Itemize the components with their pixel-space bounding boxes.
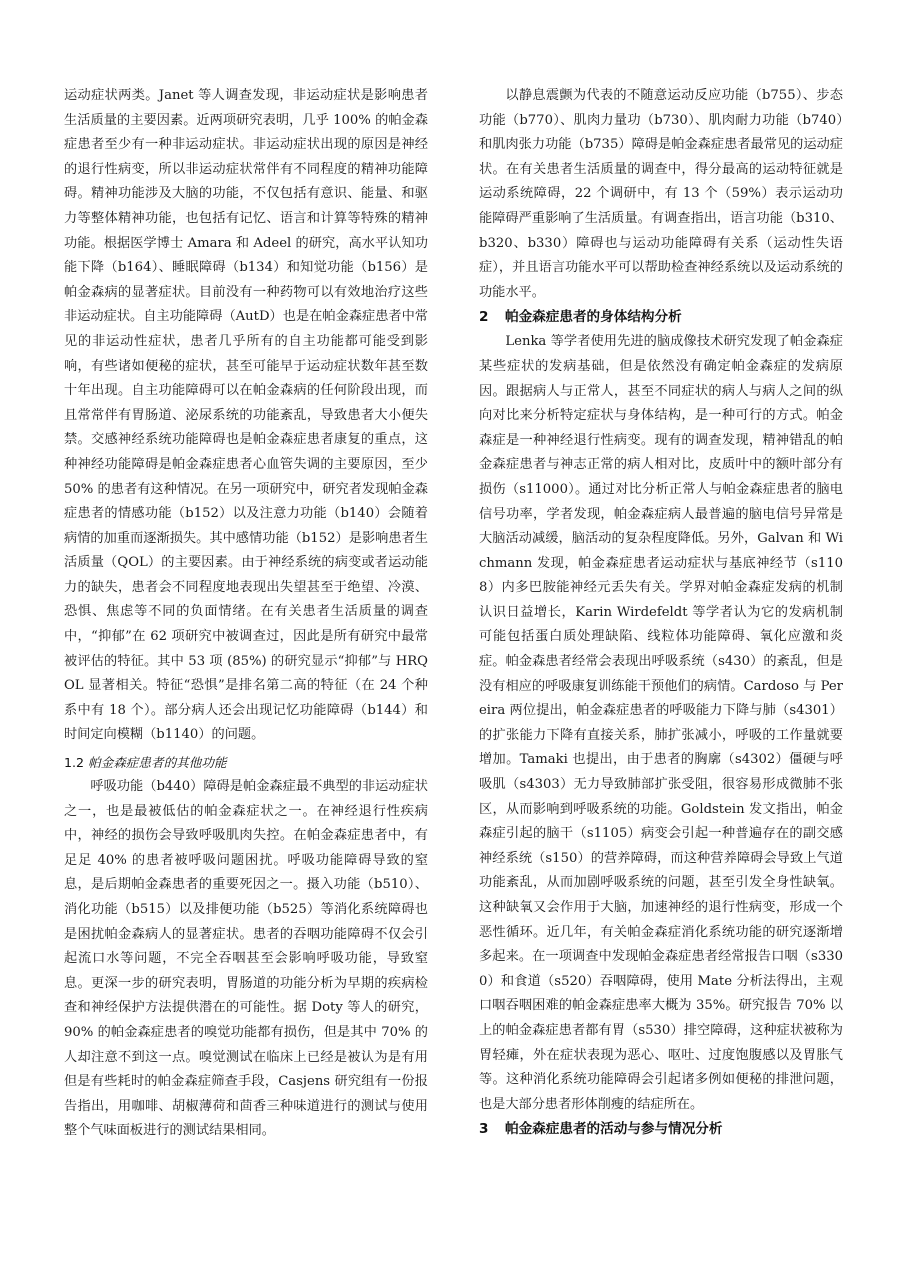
section-heading bbox=[479, 1117, 843, 1142]
body-paragraph: 以静息震颤为代表的不随意运动反应功能（b755）、步态功能（b770）、肌肉力量功（b730）、肌肉耐力功能（b740）和肌肉张力功能（b735）障碍是帕金森症患者最常见的运动症状。在有关患者生活质量的调查中，得分最高的运动特征就是运动系统障碍，22 个调研中，有 13 个（59%）表示运动功能障碍严重影响了生活质量。有调查指出，语言功能（b310、b320、b330）障碍也与运动功能障碍有关系（运动性失语症），并且语言功能水平可以帮助检查神经系统以及运动系统的功能水平。 bbox=[479, 88, 843, 300]
body-paragraph: 呼吸功能（b440）障碍是帕金森症最不典型的非运动症状之一，也是最被低估的帕金森症状之一。在神经退行性疾病中，神经的损伤会导致呼吸肌肉失控。在帕金森症患者中，有足足 40% 的患者被呼吸问题困扰。呼吸功能障碍导致的窒息，是后期帕金森患者的重要死因之一。摄入功能（b510）、消化功能（b515）以及排便功能（b525）等消化系统障碍也是困扰帕金森病人的显著症状。患者的吞咽功能障碍不仅会引起流口水等问题，不完全吞咽甚至会影响呼吸功能，导致窒息。更深一步的研究表明，胃肠道的功能分析为早期的疾病检查和神经保护方法提供潜在的可能性。据 Doty 等人的研究，90% 的帕金森症患者的嗅觉功能都有损伤，但是其中 70% 的人却注意不到这一点。嗅觉测试在临床上已经是被认为是有用但是有些耗时的帕金森症筛查手段，Casjens 研究组有一份报告指出，用咖啡、胡椒薄荷和茴香三种味道进行的测试与使用整个气味面板进行的测试结果相同。 bbox=[64, 779, 428, 1139]
subsection-title: 帕金森症患者的其他功能 bbox=[88, 755, 227, 771]
section-title: 帕金森症患者的活动与参与情况分析 bbox=[505, 1121, 723, 1138]
body-paragraph: 运动症状两类。Janet 等人调查发现，非运动症状是影响患者生活质量的主要因素。近两项研究表明，几乎 100% 的帕金森症患者至少有一种非运动症状。非运动症状出现的原因是神经的退行性病变，所以非运动症状常伴有不同程度的精神功能障碍。精神功能涉及大脑的功能，不仅包括有意识、能量、和驱力等整体精神功能，也包括有记忆、语言和计算等特殊的精神功能。根据医学博士 Amara 和 Adeel 的研究，高水平认知功能下降（b164）、睡眠障碍（b134）和知觉功能（b156）是帕金森病的显著症状。目前没有一种药物可以有效地治疗这些非运动症状。自主功能障碍（AutD）也是在帕金森症患者中常见的非运动性症状，患者几乎所有的自主功能都可能受到影响，有些诸如便秘的症状，甚至可能早于运动症状数年甚至数十年出现。自主功能障碍可以在帕金森病的任何阶段出现，而且常常伴有胃肠道、泌尿系统的功能紊乱，导致患者大小便失禁。交感神经系统功能障碍也是帕金森症患者康复的重点，这种神经功能障碍是帕金森症患者心血管失调的主要原因，至少 50% 的患者有这种情况。在另一项研究中，研究者发现帕金森症患者的情感功能（b152）以及注意力功能（b140）会随着病情的加重而逐渐损失。其中感情功能（b152）是影响患者生活质量（QOL）的主要因素。由于神经系统的病变或者运动能力的缺失，患者会不同程度地表现出失望甚至于绝望、冷漠、恐惧、焦虑等不同的负面情绪。在有关患者生活质量的调查中，“抑郁”在 62 项研究中被调查过，因此是所有研究中最常被评估的特征。其中 53 项 (85%) 的研究显示“抑郁”与 HRQOL 显著相关。特征“恐惧”是排名第二高的特征（在 24 个种系中有 18 个）。部分病人还会出现记忆功能障碍（b144）和时间定向模糊（b1140）的问题。 bbox=[64, 88, 428, 743]
section-number: 3 bbox=[479, 1121, 489, 1138]
subsection-number: 1.2 bbox=[64, 755, 85, 771]
subsection-heading bbox=[64, 750, 428, 775]
left-column bbox=[64, 84, 428, 1144]
section-number: 2 bbox=[479, 309, 489, 326]
section-heading bbox=[479, 305, 843, 330]
section-title: 帕金森症患者的身体结构分析 bbox=[505, 309, 682, 326]
body-paragraph: Lenka 等学者使用先进的脑成像技术研究发现了帕金森症某些症状的发病基础，但是依然没有确定帕金森症的发病原因。跟据病人与正常人，甚至不同症状的病人与病人之间的纵向对比来分析特定症状与身体结构，是一种可行的方式。帕金森症是一种神经退行性病变。现有的调查发现，精神错乱的帕金森症患者与神志正常的病人相对比，皮质叶中的额叶部分有损伤（s11000）。通过对比分析正常人与帕金森症患者的脑电信号功率，学者发现，帕金森症病人最普遍的脑电信号异常是大脑活动减缓，脑活动的复杂程度降低。另外，Galvan 和 Wichmann 发现，帕金森症患者运动症状与基底神经节（s1108）内多巴胺能神经元丢失有关。学界对帕金森症发病的机制认识日益增长，Karin Wirdefeldt 等学者认为它的发病机制可能包括蛋白质处理缺陷、线粒体功能障碍、氧化应激和炎症。帕金森患者经常会表现出呼吸系统（s430）的紊乱，但是没有相应的呼吸康复训练能干预他们的病情。Cardoso 与 Pereira 两位提出，帕金森症患者的呼吸能力下降与肺（s4301）的扩张能力下降有直接关系，肺扩张减小，呼吸的工作量就要增加。Tamaki 也提出，由于患者的胸廓（s4302）僵硬与呼吸肌（s4303）无力导致肺部扩张受阻，很容易形成微肺不张区，从而影响到呼吸系统的功能。Goldstein 发文指出，帕金森症引起的脑干（s1105）病变会引起一种普遍存在的副交感神经系统（s150）的营养障碍，而这种营养障碍会导致上气道功能紊乱，从而加剧呼吸系统的问题，甚至引发全身性缺氧。这种缺氧又会作用于大脑，加速神经的退行性病变，形成一个恶性循环。近几年，有关帕金森症消化系统功能的研究逐渐增多起来。在一项调查中发现帕金森症患者经常报告口咽（s3300）和食道（s520）吞咽障碍，使用 Mate 分析法得出，主观口咽吞咽困难的帕金森症患率大概为 35%。研究报告 70% 以上的帕金森症患者都有胃（s530）排空障碍，这种症状被称为胃轻瘫，外在症状表现为恶心、呕吐、过度饱腹感以及胃胀气等。这种消化系统功能障碍会引起诸多例如便秘的排泄问题，也是大部分患者形体削瘦的结症所在。 bbox=[479, 334, 843, 1112]
right-column bbox=[479, 84, 843, 1142]
